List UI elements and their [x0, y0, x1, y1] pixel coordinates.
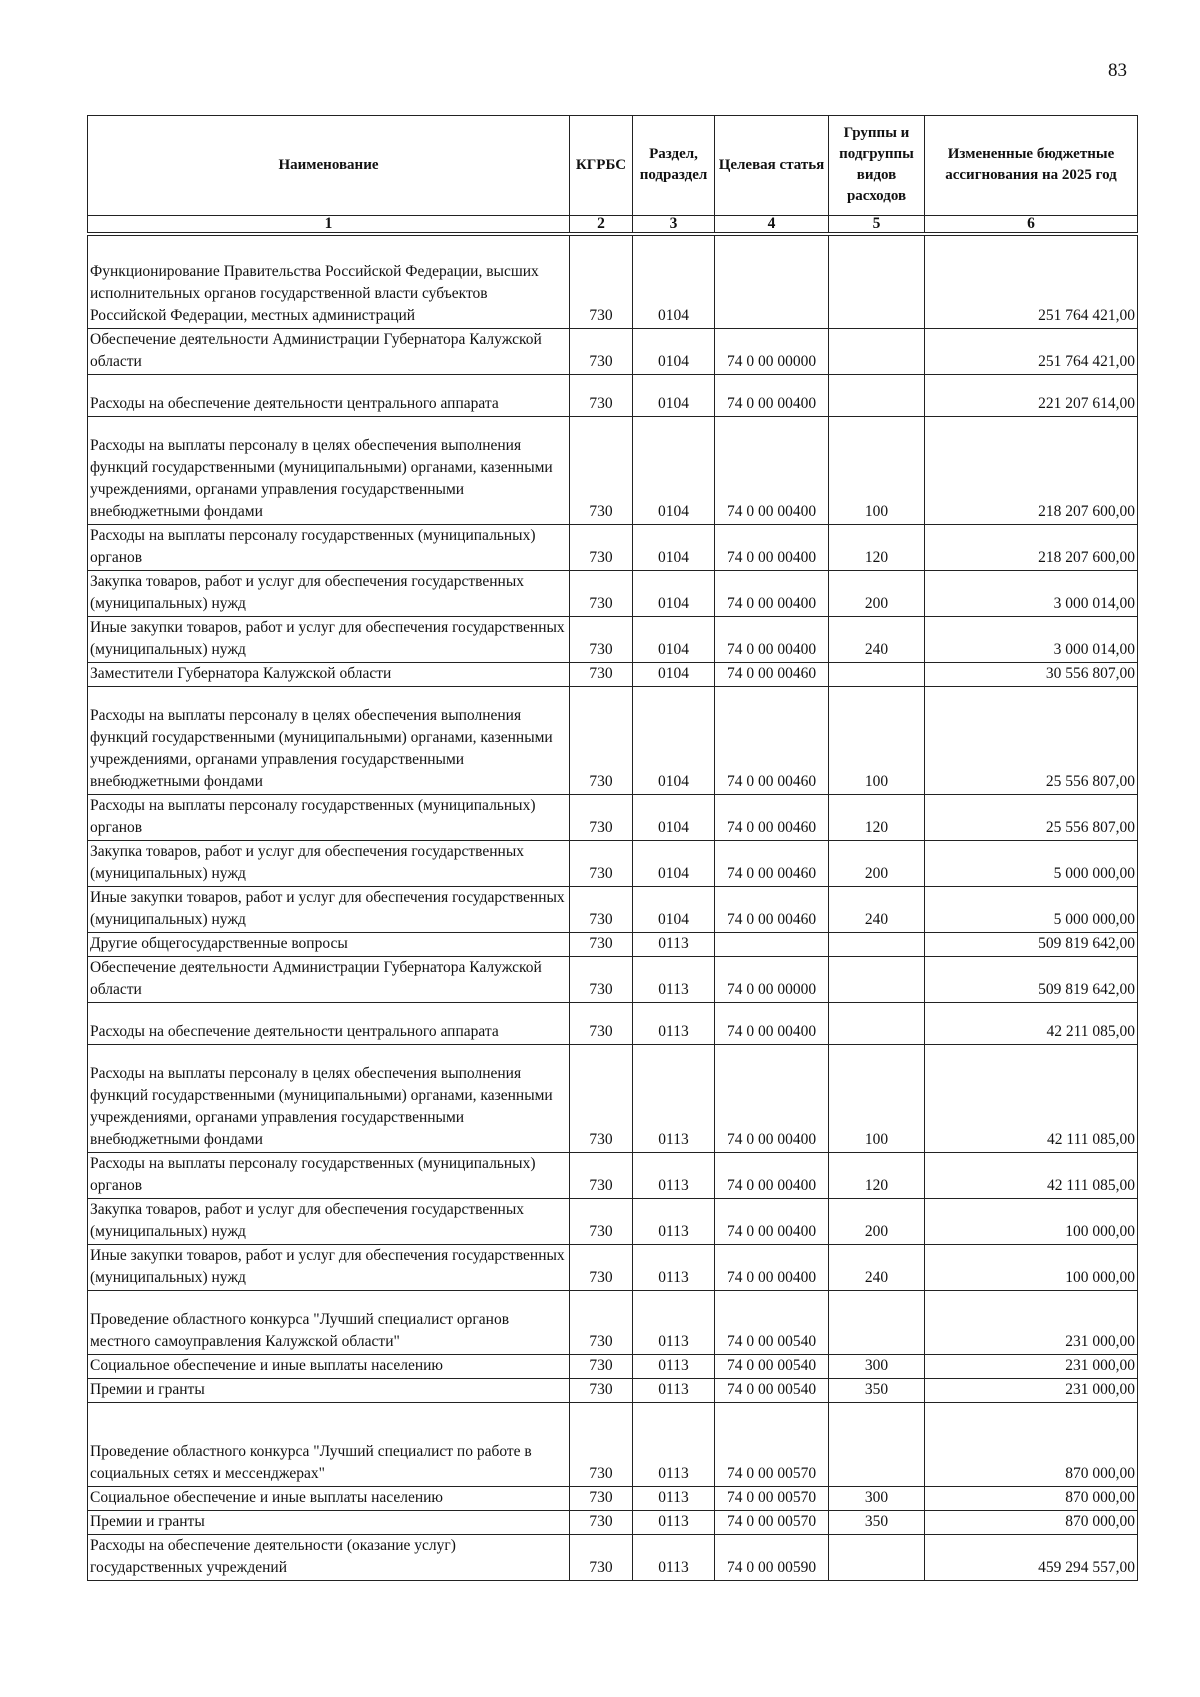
cell-section: 0104	[633, 328, 715, 374]
cell-article: 74 0 00 00400	[715, 1198, 829, 1244]
cell-section: 0113	[633, 1354, 715, 1378]
table-body	[88, 234, 1138, 1580]
page-number: 83	[1108, 60, 1127, 81]
cell-kgrbs: 730	[570, 374, 633, 416]
cell-section: 0113	[633, 1244, 715, 1290]
cell-article: 74 0 00 00540	[715, 1378, 829, 1402]
cell-group	[829, 1402, 925, 1486]
cell-kgrbs: 730	[570, 1354, 633, 1378]
header-group: Группы и подгруппы видов расходов	[829, 116, 925, 216]
cell-section: 0113	[633, 1198, 715, 1244]
cell-amount: 25 556 807,00	[925, 794, 1138, 840]
cell-name: Закупка товаров, работ и услуг для обеспечения государственных (муниципальных) нужд	[88, 570, 570, 616]
cell-article	[715, 932, 829, 956]
cell-kgrbs: 730	[570, 662, 633, 686]
cell-section: 0104	[633, 234, 715, 328]
cell-section: 0104	[633, 374, 715, 416]
cell-group: 240	[829, 1244, 925, 1290]
cell-kgrbs: 730	[570, 570, 633, 616]
cell-name: Иные закупки товаров, работ и услуг для обеспечения государственных (муниципальных) нужд	[88, 886, 570, 932]
cell-amount: 42 111 085,00	[925, 1044, 1138, 1152]
cell-article: 74 0 00 00400	[715, 1244, 829, 1290]
budget-table	[87, 115, 1138, 1581]
cell-name: Иные закупки товаров, работ и услуг для обеспечения государственных (муниципальных) нужд	[88, 1244, 570, 1290]
column-number: 4	[715, 216, 829, 235]
column-number: 5	[829, 216, 925, 235]
cell-group	[829, 1002, 925, 1044]
table-row	[88, 1510, 1138, 1534]
cell-group: 100	[829, 686, 925, 794]
cell-article: 74 0 00 00460	[715, 794, 829, 840]
header-amount: Измененные бюджетные ассигнования на 2025 год	[925, 116, 1138, 216]
cell-group: 240	[829, 886, 925, 932]
table-row	[88, 1044, 1138, 1152]
header-kgrbs: КГРБС	[570, 116, 633, 216]
cell-kgrbs: 730	[570, 524, 633, 570]
cell-name: Расходы на выплаты персоналу государственных (муниципальных) органов	[88, 524, 570, 570]
cell-name: Закупка товаров, работ и услуг для обеспечения государственных (муниципальных) нужд	[88, 840, 570, 886]
table-row	[88, 374, 1138, 416]
table-row	[88, 1486, 1138, 1510]
cell-kgrbs: 730	[570, 1244, 633, 1290]
cell-section: 0113	[633, 1402, 715, 1486]
cell-group	[829, 662, 925, 686]
cell-kgrbs: 730	[570, 932, 633, 956]
table-row	[88, 1290, 1138, 1354]
cell-amount: 251 764 421,00	[925, 234, 1138, 328]
cell-article: 74 0 00 00460	[715, 686, 829, 794]
cell-section: 0113	[633, 1044, 715, 1152]
cell-article: 74 0 00 00000	[715, 956, 829, 1002]
cell-kgrbs: 730	[570, 234, 633, 328]
table-row	[88, 1002, 1138, 1044]
cell-group: 240	[829, 616, 925, 662]
cell-group: 200	[829, 570, 925, 616]
cell-kgrbs: 730	[570, 616, 633, 662]
cell-amount: 3 000 014,00	[925, 616, 1138, 662]
cell-name: Закупка товаров, работ и услуг для обеспечения государственных (муниципальных) нужд	[88, 1198, 570, 1244]
cell-kgrbs: 730	[570, 1152, 633, 1198]
cell-kgrbs: 730	[570, 794, 633, 840]
cell-name: Расходы на обеспечение деятельности центрального аппарата	[88, 1002, 570, 1044]
table-row	[88, 234, 1138, 328]
table-row	[88, 524, 1138, 570]
table-row	[88, 1354, 1138, 1378]
table-row	[88, 1378, 1138, 1402]
cell-article	[715, 234, 829, 328]
cell-group	[829, 1290, 925, 1354]
cell-name: Расходы на выплаты персоналу в целях обеспечения выполнения функций государственными (муниципальными) органами, казенными учреждениями, органами управления государственными внебюджетными фондами	[88, 686, 570, 794]
column-number: 6	[925, 216, 1138, 235]
cell-article: 74 0 00 00460	[715, 886, 829, 932]
table-row	[88, 416, 1138, 524]
cell-name: Премии и гранты	[88, 1378, 570, 1402]
cell-amount: 25 556 807,00	[925, 686, 1138, 794]
cell-article: 74 0 00 00400	[715, 1152, 829, 1198]
header-name: Наименование	[88, 116, 570, 216]
table-row	[88, 794, 1138, 840]
column-number: 2	[570, 216, 633, 235]
cell-kgrbs: 730	[570, 1510, 633, 1534]
cell-section: 0104	[633, 662, 715, 686]
cell-group	[829, 374, 925, 416]
cell-article: 74 0 00 00400	[715, 524, 829, 570]
column-number: 3	[633, 216, 715, 235]
cell-kgrbs: 730	[570, 1002, 633, 1044]
cell-amount: 251 764 421,00	[925, 328, 1138, 374]
cell-group	[829, 328, 925, 374]
cell-article: 74 0 00 00400	[715, 374, 829, 416]
cell-article: 74 0 00 00540	[715, 1290, 829, 1354]
cell-section: 0104	[633, 570, 715, 616]
cell-section: 0104	[633, 686, 715, 794]
table-row	[88, 840, 1138, 886]
cell-name: Обеспечение деятельности Администрации Губернатора Калужской области	[88, 328, 570, 374]
table-row	[88, 570, 1138, 616]
table-row	[88, 1244, 1138, 1290]
cell-article: 74 0 00 00460	[715, 662, 829, 686]
cell-section: 0113	[633, 956, 715, 1002]
cell-amount: 100 000,00	[925, 1198, 1138, 1244]
table-row	[88, 886, 1138, 932]
cell-amount: 231 000,00	[925, 1354, 1138, 1378]
cell-amount: 509 819 642,00	[925, 956, 1138, 1002]
cell-name: Расходы на выплаты персоналу в целях обеспечения выполнения функций государственными (муниципальными) органами, казенными учреждениями, органами управления государственными внебюджетными фондами	[88, 416, 570, 524]
cell-amount: 5 000 000,00	[925, 840, 1138, 886]
cell-section: 0113	[633, 1510, 715, 1534]
cell-group: 350	[829, 1510, 925, 1534]
cell-amount: 218 207 600,00	[925, 416, 1138, 524]
cell-kgrbs: 730	[570, 1044, 633, 1152]
cell-name: Расходы на выплаты персоналу в целях обеспечения выполнения функций государственными (муниципальными) органами, казенными учреждениями, органами управления государственными внебюджетными фондами	[88, 1044, 570, 1152]
cell-group	[829, 234, 925, 328]
header-article: Целевая статья	[715, 116, 829, 216]
cell-name: Социальное обеспечение и иные выплаты населению	[88, 1354, 570, 1378]
cell-section: 0104	[633, 416, 715, 524]
cell-section: 0113	[633, 1152, 715, 1198]
cell-section: 0104	[633, 616, 715, 662]
cell-amount: 459 294 557,00	[925, 1534, 1138, 1580]
cell-article: 74 0 00 00400	[715, 570, 829, 616]
cell-amount: 3 000 014,00	[925, 570, 1138, 616]
cell-group: 120	[829, 524, 925, 570]
cell-section: 0113	[633, 1290, 715, 1354]
cell-article: 74 0 00 00570	[715, 1402, 829, 1486]
cell-article: 74 0 00 00000	[715, 328, 829, 374]
cell-kgrbs: 730	[570, 956, 633, 1002]
cell-amount: 218 207 600,00	[925, 524, 1138, 570]
cell-section: 0113	[633, 1002, 715, 1044]
cell-group: 200	[829, 1198, 925, 1244]
column-number: 1	[88, 216, 570, 235]
cell-section: 0113	[633, 1534, 715, 1580]
cell-name: Социальное обеспечение и иные выплаты населению	[88, 1486, 570, 1510]
header-row	[88, 116, 1138, 216]
cell-amount: 42 211 085,00	[925, 1002, 1138, 1044]
cell-group: 300	[829, 1354, 925, 1378]
cell-kgrbs: 730	[570, 1378, 633, 1402]
cell-section: 0104	[633, 524, 715, 570]
cell-name: Иные закупки товаров, работ и услуг для обеспечения государственных (муниципальных) нужд	[88, 616, 570, 662]
cell-kgrbs: 730	[570, 416, 633, 524]
table-row	[88, 932, 1138, 956]
cell-amount: 5 000 000,00	[925, 886, 1138, 932]
cell-amount: 870 000,00	[925, 1486, 1138, 1510]
cell-name: Расходы на выплаты персоналу государственных (муниципальных) органов	[88, 1152, 570, 1198]
table-row	[88, 686, 1138, 794]
column-numbers-row	[88, 216, 1138, 235]
cell-kgrbs: 730	[570, 328, 633, 374]
cell-name: Заместители Губернатора Калужской области	[88, 662, 570, 686]
table-row	[88, 956, 1138, 1002]
cell-amount: 30 556 807,00	[925, 662, 1138, 686]
cell-article: 74 0 00 00400	[715, 1002, 829, 1044]
cell-amount: 870 000,00	[925, 1510, 1138, 1534]
cell-group: 120	[829, 1152, 925, 1198]
cell-article: 74 0 00 00570	[715, 1486, 829, 1510]
cell-amount: 231 000,00	[925, 1290, 1138, 1354]
cell-name: Расходы на обеспечение деятельности (оказание услуг) государственных учреждений	[88, 1534, 570, 1580]
cell-kgrbs: 730	[570, 886, 633, 932]
cell-name: Другие общегосударственные вопросы	[88, 932, 570, 956]
cell-amount: 221 207 614,00	[925, 374, 1138, 416]
cell-name: Расходы на обеспечение деятельности центрального аппарата	[88, 374, 570, 416]
cell-article: 74 0 00 00400	[715, 1044, 829, 1152]
cell-amount: 870 000,00	[925, 1402, 1138, 1486]
cell-article: 74 0 00 00460	[715, 840, 829, 886]
cell-group: 350	[829, 1378, 925, 1402]
table-row	[88, 1402, 1138, 1486]
cell-section: 0113	[633, 1378, 715, 1402]
header-section: Раздел, подраздел	[633, 116, 715, 216]
cell-name: Функционирование Правительства Российской Федерации, высших исполнительных органов государственной власти субъектов Российской Федерации, местных администраций	[88, 234, 570, 328]
cell-group: 200	[829, 840, 925, 886]
cell-group: 100	[829, 416, 925, 524]
table-row	[88, 662, 1138, 686]
cell-kgrbs: 730	[570, 1534, 633, 1580]
table-row	[88, 616, 1138, 662]
cell-name: Проведение областного конкурса "Лучший специалист органов местного самоуправления Калужской области"	[88, 1290, 570, 1354]
cell-article: 74 0 00 00540	[715, 1354, 829, 1378]
cell-group	[829, 932, 925, 956]
cell-article: 74 0 00 00570	[715, 1510, 829, 1534]
cell-section: 0104	[633, 794, 715, 840]
cell-kgrbs: 730	[570, 686, 633, 794]
cell-kgrbs: 730	[570, 1402, 633, 1486]
cell-section: 0104	[633, 840, 715, 886]
table-row	[88, 1198, 1138, 1244]
cell-kgrbs: 730	[570, 1198, 633, 1244]
cell-group	[829, 956, 925, 1002]
cell-group: 120	[829, 794, 925, 840]
table-row	[88, 1534, 1138, 1580]
cell-group: 100	[829, 1044, 925, 1152]
cell-amount: 100 000,00	[925, 1244, 1138, 1290]
cell-kgrbs: 730	[570, 840, 633, 886]
cell-kgrbs: 730	[570, 1290, 633, 1354]
cell-name: Премии и гранты	[88, 1510, 570, 1534]
cell-article: 74 0 00 00400	[715, 616, 829, 662]
cell-name: Проведение областного конкурса "Лучший специалист по работе в социальных сетях и мессенджерах"	[88, 1402, 570, 1486]
cell-amount: 42 111 085,00	[925, 1152, 1138, 1198]
table-row	[88, 1152, 1138, 1198]
cell-section: 0113	[633, 932, 715, 956]
cell-name: Обеспечение деятельности Администрации Губернатора Калужской области	[88, 956, 570, 1002]
cell-name: Расходы на выплаты персоналу государственных (муниципальных) органов	[88, 794, 570, 840]
cell-article: 74 0 00 00590	[715, 1534, 829, 1580]
cell-article: 74 0 00 00400	[715, 416, 829, 524]
cell-group	[829, 1534, 925, 1580]
table-row	[88, 328, 1138, 374]
cell-kgrbs: 730	[570, 1486, 633, 1510]
cell-group: 300	[829, 1486, 925, 1510]
cell-amount: 509 819 642,00	[925, 932, 1138, 956]
cell-section: 0113	[633, 1486, 715, 1510]
cell-section: 0104	[633, 886, 715, 932]
cell-amount: 231 000,00	[925, 1378, 1138, 1402]
